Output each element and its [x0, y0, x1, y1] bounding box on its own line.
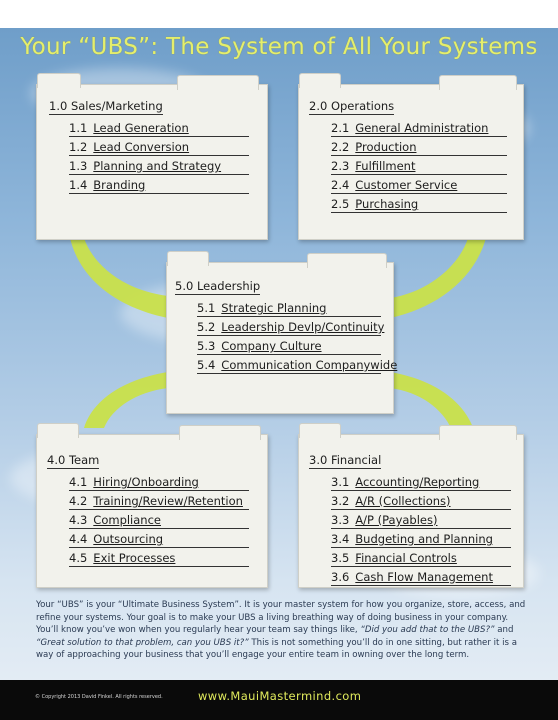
list-item[interactable]: 5.1 Strategic Planning	[197, 301, 381, 317]
list-item[interactable]: 3.4 Budgeting and Planning	[331, 532, 511, 548]
folder-team	[36, 434, 268, 588]
folder-title-operations: 2.0 Operations	[309, 99, 395, 113]
list-item[interactable]: 1.3 Planning and Strategy	[69, 159, 249, 175]
folder-tab	[439, 425, 517, 440]
folder-sales-marketing	[36, 84, 268, 240]
list-item[interactable]: 3.5 Financial Controls	[331, 551, 511, 567]
list-item[interactable]: 5.3 Company Culture	[197, 339, 381, 355]
folder-title-sales: 1.0 Sales/Marketing	[49, 99, 163, 113]
list-item[interactable]: 4.3 Compliance	[69, 513, 249, 529]
connector-operations-leadership	[390, 238, 486, 318]
list-item[interactable]: 1.4 Branding	[69, 178, 249, 194]
list-item[interactable]: 1.2 Lead Conversion	[69, 140, 249, 156]
description-paragraph: Your “UBS” is your “Ultimate Business System”. It is your master system for how you organize, store, access, and refine your systems. Your goal is to make your UBS a living breathing way of doing business in your company. You’ll know you’ve won when you regularly hear your team say things like, “Did you add that to the UBS?” and “Great solution to that problem, can you UBS it?” This is not something you’ll do in one sitting, but rather it is a way of approaching your business that you’ll engage your entire team in owning over the long term.	[36, 600, 526, 661]
list-item[interactable]: 3.2 A/R (Collections)	[331, 494, 511, 510]
folder-tab	[167, 251, 209, 266]
list-item[interactable]: 2.1 General Administration	[331, 121, 507, 137]
folder-tab	[299, 73, 341, 88]
list-item[interactable]: 2.2 Production	[331, 140, 507, 156]
folder-leadership	[166, 262, 398, 414]
folder-tab	[37, 423, 79, 438]
list-item[interactable]: 5.4 Communication Companywide	[197, 358, 398, 372]
folder-title-team: 4.0 Team	[47, 453, 100, 467]
list-item[interactable]: 4.2 Training/Review/Retention	[69, 494, 249, 510]
folder-tab	[177, 75, 259, 90]
folder-tab	[307, 253, 387, 268]
folder-title-financial: 3.0 Financial	[309, 453, 382, 467]
quote-text: “Great solution to that problem, can you UBS it?”	[36, 637, 249, 648]
folder-operations	[298, 84, 524, 240]
copyright-text: © Copyright 2013 David Finkel. All rights reserved.	[35, 694, 163, 700]
list-item[interactable]: 1.1 Lead Generation	[69, 121, 249, 137]
list-item[interactable]: 3.1 Accounting/Reporting	[331, 475, 511, 491]
list-item[interactable]: 4.1 Hiring/Onboarding	[69, 475, 249, 491]
list-item[interactable]: 2.4 Customer Service	[331, 178, 507, 194]
website-link[interactable]: www.MauiMastermind.com	[198, 689, 362, 703]
folder-title-leadership: 5.0 Leadership	[175, 279, 261, 293]
folder-tab	[439, 75, 517, 90]
folder-tab	[37, 73, 81, 88]
list-item[interactable]: 2.3 Fulfillment	[331, 159, 507, 175]
folder-financial	[298, 434, 524, 588]
page-title: Your “UBS”: The System of All Your Systems	[20, 34, 538, 60]
connector-leadership-team	[84, 372, 168, 428]
list-item[interactable]: 5.2 Leadership Devlp/Continuity	[197, 320, 385, 334]
list-item[interactable]: 3.3 A/P (Payables)	[331, 513, 511, 529]
folder-tab	[179, 425, 261, 440]
list-item[interactable]: 4.5 Exit Processes	[69, 551, 249, 567]
folder-tab	[299, 423, 341, 438]
connector-leadership-financial	[390, 372, 474, 430]
list-item[interactable]: 3.6 Cash Flow Management	[331, 570, 511, 586]
quote-text: “Did you add that to the UBS?”	[360, 625, 495, 636]
list-item[interactable]: 2.5 Purchasing	[331, 197, 507, 213]
list-item[interactable]: 4.4 Outsourcing	[69, 532, 249, 548]
connector-sales-leadership	[70, 238, 168, 318]
